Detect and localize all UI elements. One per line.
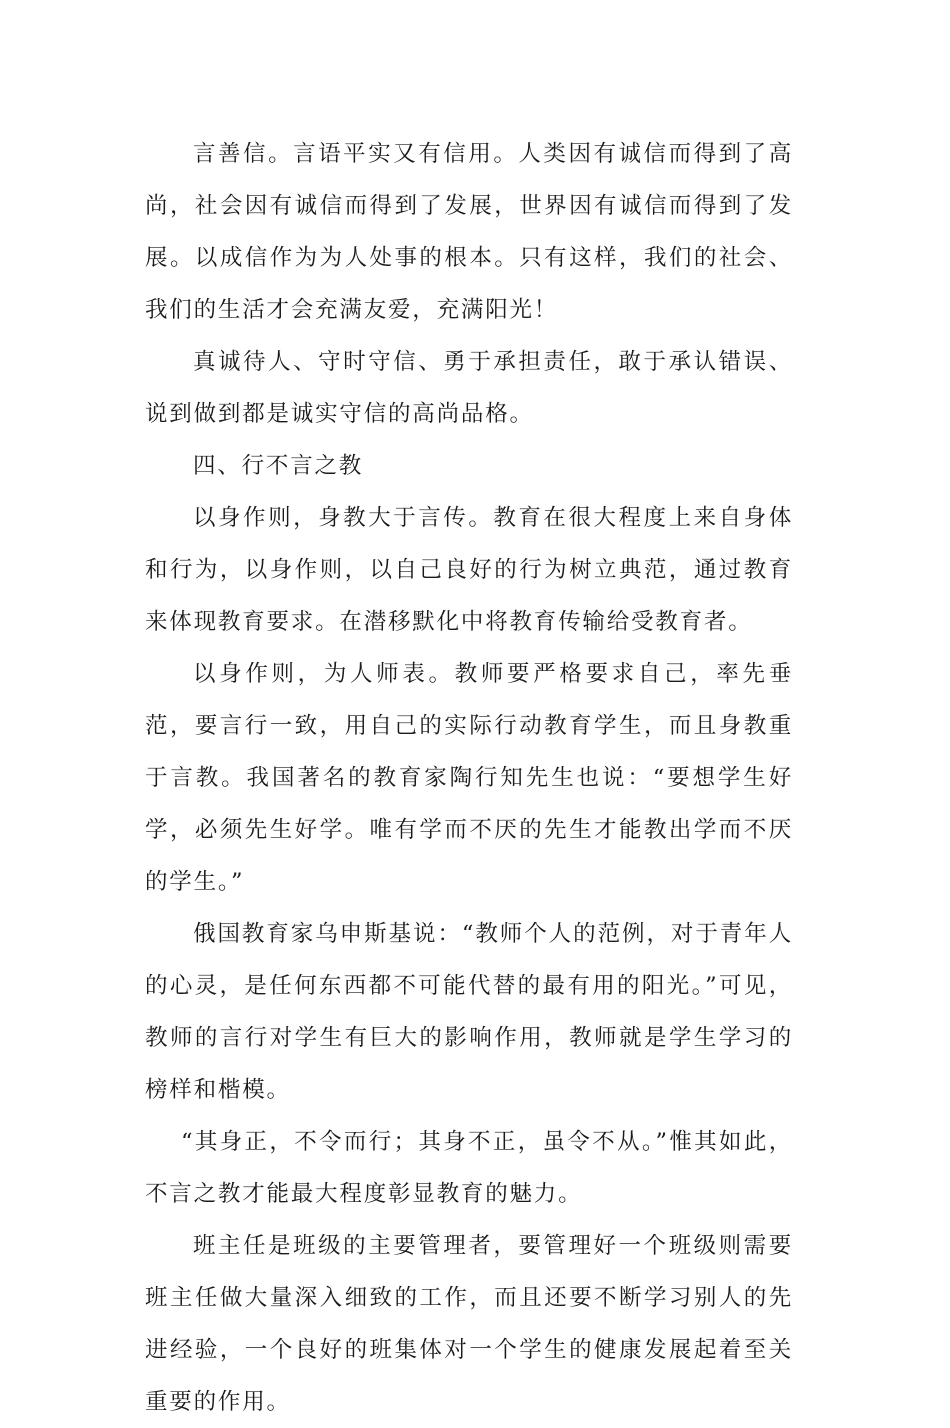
paragraph-integrity: 言善信。言语平实又有信用。人类因有诚信而得到了高尚，社会因有诚信而得到了发展，世界因有诚信而得到了发展。以成信作为为人处事的根本。只有这样，我们的社会、我们的生活才会充满友爱，充满阳光！ <box>145 141 793 323</box>
paragraph-class-teacher: 班主任是班级的主要管理者，要管理好一个班级则需要班主任做大量深入细致的工作，而且还要不断学习别人的先进经验，一个良好的班集体对一个学生的健康发展起着至关重要的作用。 <box>145 1233 793 1415</box>
paragraph-honesty-traits: 真诚待人、守时守信、勇于承担责任，敢于承认错误、说到做到都是诚实守信的高尚品格。 <box>145 349 793 427</box>
paragraph-teacher-model: 以身作则，为人师表。教师要严格要求自己，率先垂范，要言行一致，用自己的实际行动教育学生，而且身教重于言教。我国著名的教育家陶行知先生也说：“要想学生好学，必须先生好学。唯有学而不厌的先生才能教出学而不厌的学生。” <box>145 661 793 895</box>
paragraph-ushinsky-quote: 俄国教育家乌申斯基说：“教师个人的范例，对于青年人的心灵，是任何东西都不可能代替的最有用的阳光。”可见，教师的言行对学生有巨大的影响作用，教师就是学生学习的榜样和楷模。 <box>145 921 793 1103</box>
paragraph-proverb: “其身正，不令而行；其身不正，虽令不从。”惟其如此，不言之教才能最大程度彰显教育的魅力。 <box>145 1129 793 1207</box>
section-heading: 四、行不言之教 <box>193 453 364 479</box>
document-body <box>145 128 793 1428</box>
paragraph-lead-by-example: 以身作则，身教大于言传。教育在很大程度上来自身体和行为，以身作则，以自己良好的行为树立典范，通过教育来体现教育要求。在潜移默化中将教育传输给受教育者。 <box>145 505 793 635</box>
